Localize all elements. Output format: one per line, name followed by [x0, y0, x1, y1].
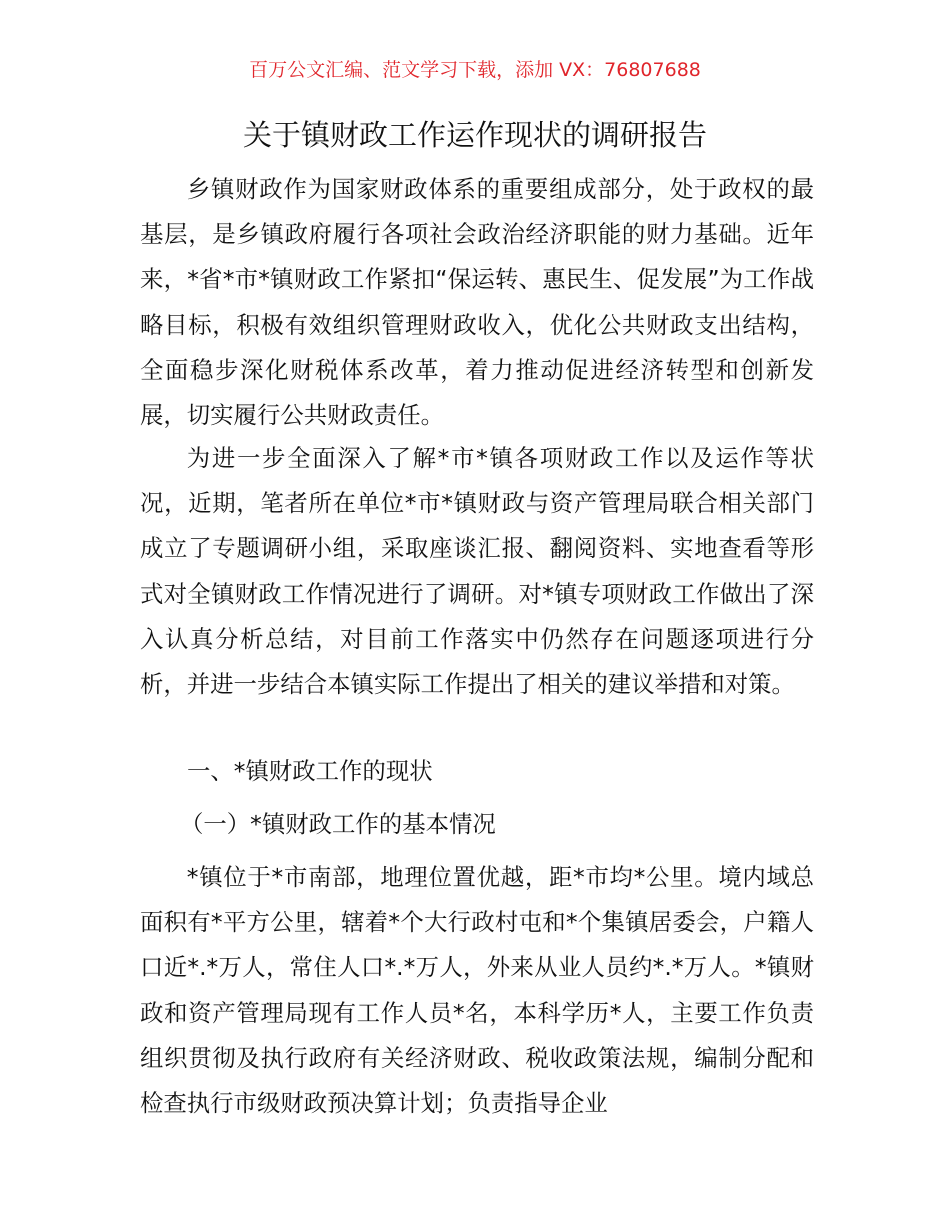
- watermark-header: 百万公文汇编、范文学习下载，添加 VX：76807688: [249, 59, 701, 81]
- body-paragraph-basic-info: *镇位于*市南部，地理位置优越，距*市均*公里。境内域总面积有*平方公里，辖着*个大行政村屯和*个集镇居委会，户籍人口近*.*万人，常住人口*.*万人，外来从业人员约*.*万人。*镇财政和资产管理局现有工作人员*名，本科学历*人，主要工作负责组织贯彻及执行政府有关经济财政、税收政策法规，编制分配和检查执行市级财政预决算计划；负责指导企业: [140, 863, 814, 1118]
- body-paragraph-intro: 乡镇财政作为国家财政体系的重要组成部分，处于政权的最基层，是乡镇政府履行各项社会政治经济职能的财力基础。近年来，*省*市*镇财政工作紧扣“保运转、惠民生、促发展”为工作战略目标，积极有效组织管理财政收入，优化公共财政支出结构，全面稳步深化财税体系改革，着力推动促进经济转型和创新发展，切实履行公共财政责任。: [140, 175, 814, 430]
- section-heading: 一、*镇财政工作的现状: [187, 757, 433, 785]
- body-paragraph-purpose: 为进一步全面深入了解*市*镇各项财政工作以及运作等状况，近期，笔者所在单位*市*镇财政与资产管理局联合相关部门成立了专题调研小组，采取座谈汇报、翻阅资料、实地查看等形式对全镇财政工作情况进行了调研。对*镇专项财政工作做出了深入认真分析总结，对目前工作落实中仍然存在问题逐项进行分析，并进一步结合本镇实际工作提出了相关的建议举措和对策。: [140, 444, 814, 699]
- document-title: 关于镇财政工作运作现状的调研报告: [242, 118, 707, 152]
- subsection-heading: （一）*镇财政工作的基本情况: [180, 810, 496, 838]
